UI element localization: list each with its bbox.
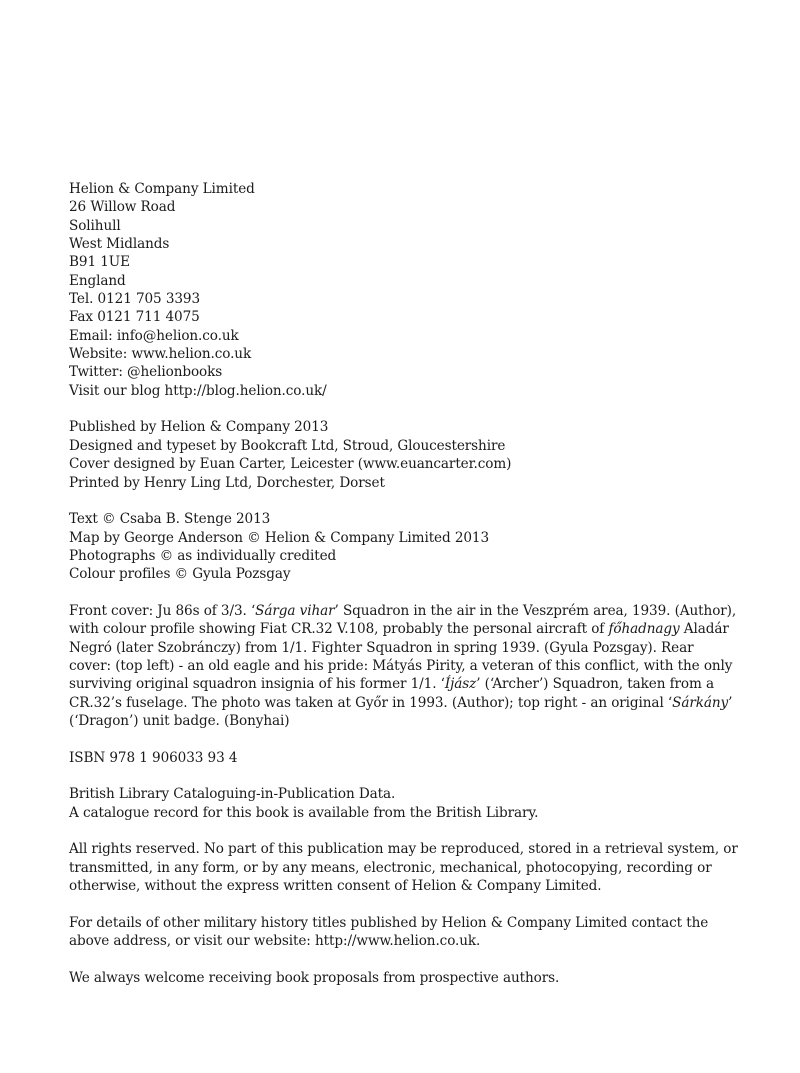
text-copyright: Text © Csaba B. Stenge 2013 — [69, 511, 271, 528]
cover-credit-line: surviving original squadron insignia of his former 1/1. ‘Íjász’ (‘Archer’) Squadron, taken from a — [69, 676, 714, 693]
details-line: For details of other military history titles published by Helion & Company Limited contact the — [69, 914, 709, 931]
map-copyright: Map by George Anderson © Helion & Company Limited 2013 — [69, 529, 490, 546]
fax: Fax 0121 711 4075 — [69, 309, 200, 326]
publisher-address-block — [69, 180, 669, 400]
production-credits-block — [69, 418, 669, 491]
rights-block — [69, 840, 738, 895]
rights-line: All rights reserved. No part of this publication may be reproduced, stored in a retrieval system, or — [69, 841, 738, 858]
isbn: ISBN 978 1 906033 93 4 — [69, 749, 238, 766]
details-line: above address, or visit our website: http://www.helion.co.uk. — [69, 933, 481, 950]
cover-credits-block — [69, 602, 737, 730]
profiles-copyright: Colour profiles © Gyula Pozsgay — [69, 566, 291, 583]
details-block — [69, 914, 709, 951]
cover-credit-line: (‘Dragon’) unit badge. (Bonyhai) — [69, 712, 290, 729]
publisher-name: Helion & Company Limited — [69, 181, 255, 197]
designed-by: Designed and typeset by Bookcraft Ltd, Stroud, Gloucestershire — [69, 437, 506, 454]
proposals: We always welcome receiving book proposals from prospective authors. — [69, 969, 560, 986]
rights-line: transmitted, in any form, or by any means, electronic, mechanical, photocopying, recording or — [69, 859, 712, 876]
cover-credit-line: cover: (top left) - an old eagle and his pride: Mátyás Pirity, a veteran of this conflict, with the only — [69, 657, 733, 674]
cover-designed-by: Cover designed by Euan Carter, Leicester (www.euancarter.com) — [69, 456, 512, 473]
photographs-copyright: Photographs © as individually credited — [69, 547, 337, 564]
cover-credit-line: CR.32’s fuselage. The photo was taken at Győr in 1993. (Author); top right - an original ‘Sárkány’ — [69, 694, 733, 711]
address-street: 26 Willow Road — [69, 199, 176, 216]
address-region: West Midlands — [69, 236, 170, 253]
cip-block — [69, 785, 669, 822]
isbn-block — [69, 749, 669, 767]
published-by: Published by Helion & Company 2013 — [69, 419, 329, 436]
printed-by: Printed by Henry Ling Ltd, Dorchester, Dorset — [69, 474, 385, 491]
rights-line: otherwise, without the express written consent of Helion & Company Limited. — [69, 878, 602, 895]
address-country: England — [69, 272, 126, 289]
email: Email: info@helion.co.uk — [69, 327, 239, 344]
cip-line: British Library Cataloguing-in-Publication Data. — [69, 786, 396, 803]
cover-credit-line: Front cover: Ju 86s of 3/3. ‘Sárga vihar’ Squadron in the air in the Veszprém area, 1939. (Author), — [69, 602, 737, 619]
telephone: Tel. 0121 705 3393 — [69, 291, 201, 308]
blog: Visit our blog http://blog.helion.co.uk/ — [69, 382, 327, 399]
copyright-page — [69, 180, 738, 1005]
twitter: Twitter: @helionbooks — [69, 364, 223, 381]
cip-line: A catalogue record for this book is available from the British Library. — [69, 804, 539, 821]
cover-credit-line: with colour profile showing Fiat CR.32 V.108, probably the personal aircraft of főhadnagy Aladár — [69, 621, 729, 638]
copyright-block — [69, 510, 669, 583]
website: Website: www.helion.co.uk — [69, 346, 252, 363]
cover-credit-line: Negró (later Szobránczy) from 1/1. Fighter Squadron in spring 1939. (Gyula Pozsgay). Rear — [69, 639, 694, 656]
address-town: Solihull — [69, 217, 121, 234]
proposals-block — [69, 969, 669, 987]
address-postcode: B91 1UE — [69, 254, 130, 271]
